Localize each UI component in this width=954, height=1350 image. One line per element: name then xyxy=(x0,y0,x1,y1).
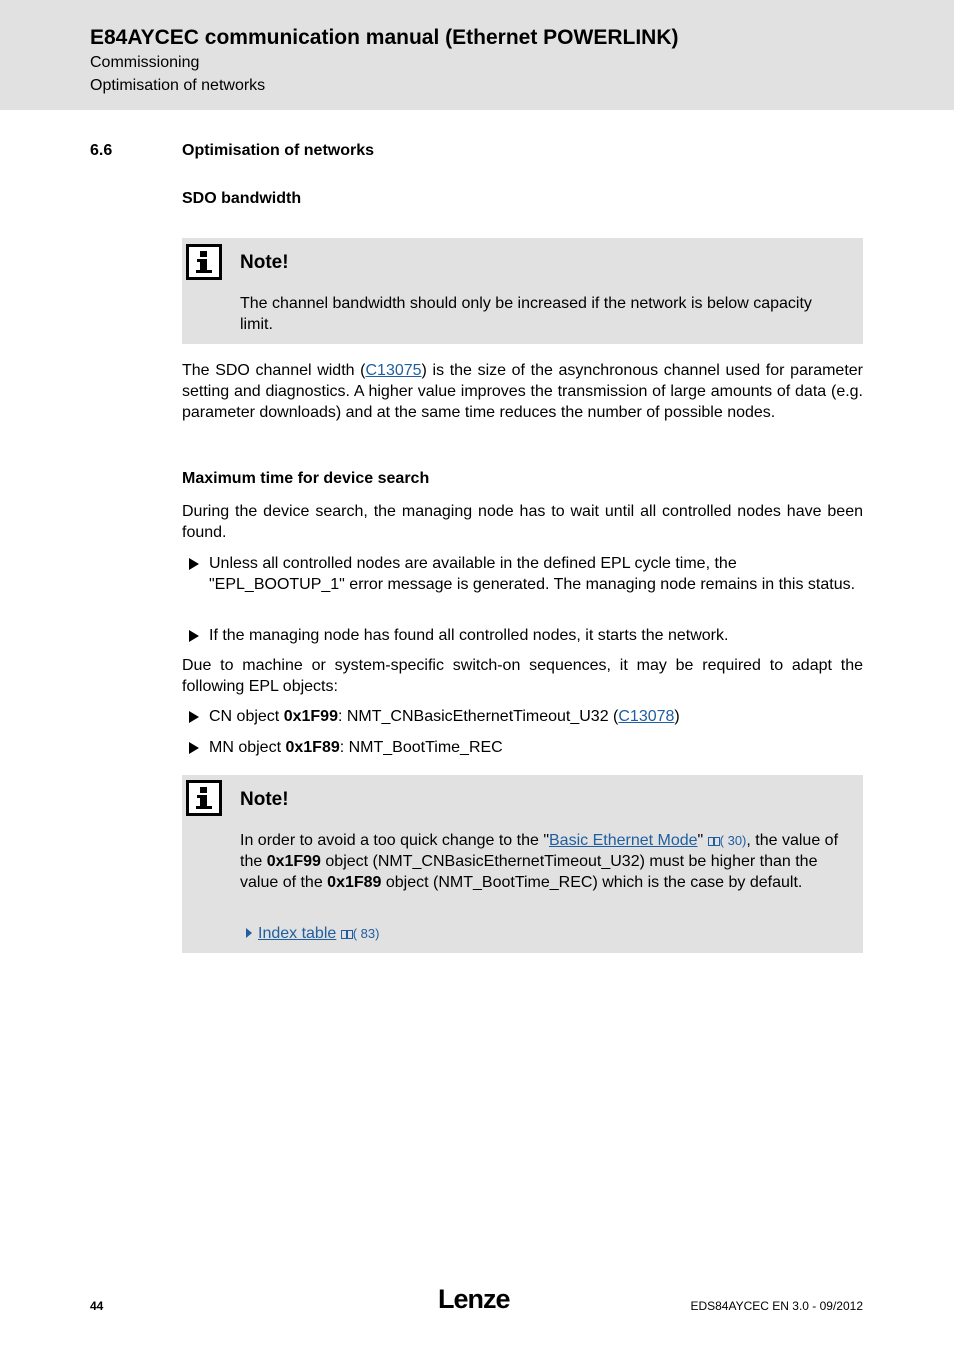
sdo-paragraph: The SDO channel width (C13075) is the size of the asynchronous channel used for parameter setting and diagnostics. A higher value improves the transmission of large amounts of data (e.g. parameter downloads) and at the same time reduces the number of possible nodes. xyxy=(182,362,863,421)
book-icon xyxy=(341,926,353,941)
info-icon xyxy=(186,244,222,280)
breadcrumb-chapter: Commissioning xyxy=(90,54,200,71)
page-number: 44 xyxy=(90,1299,104,1313)
epl-objects-paragraph: Due to machine or system-specific switch-on sequences, it may be required to adapt the following EPL objects: xyxy=(182,657,863,695)
page-reference[interactable]: ( 83) xyxy=(341,926,380,941)
note-text: In order to avoid a too quick change to the "Basic Ethernet Mode" ( 30), the value of the 0x1F99 object (NMT_CNBasicEthernetTimeout_U32) must be higher than the value of the 0x1F89 object (NMT_BootTime_REC) which is the case by default. xyxy=(240,832,839,891)
document-title: E84AYCEC communication manual (Ethernet POWERLINK) xyxy=(90,26,679,49)
bullet-arrow-icon xyxy=(189,558,199,570)
note-title: Note! xyxy=(240,789,289,810)
document-id: EDS84AYCEC EN 3.0 - 09/2012 xyxy=(690,1299,863,1313)
sdo-heading: SDO bandwidth xyxy=(182,190,302,207)
list-item-mn-object: MN object 0x1F89: NMT_BootTime_REC xyxy=(182,737,863,758)
lenze-logo: Lenze xyxy=(438,1284,510,1314)
section-number: 6.6 xyxy=(90,142,113,159)
note-box-sdo xyxy=(182,238,863,344)
link-arrow-icon xyxy=(246,928,252,938)
basic-ethernet-mode-link[interactable]: Basic Ethernet Mode xyxy=(549,832,698,849)
section-title: Optimisation of networks xyxy=(182,142,375,159)
page-header xyxy=(0,0,954,110)
note-title: Note! xyxy=(240,252,289,273)
list-item-cn-object: CN object 0x1F99: NMT_CNBasicEthernetTimeout_U32 (C13078) xyxy=(182,706,863,727)
list-item: Unless all controlled nodes are available in the defined EPL cycle time, the "EPL_BOOTUP_1" error message is generated. The managing node remains in this status. xyxy=(182,553,863,595)
note-text: The channel bandwidth should only be increased if the network is below capacity limit. xyxy=(240,295,812,333)
page-reference[interactable]: ( 30) xyxy=(708,833,747,848)
parameter-link-c13078[interactable]: C13078 xyxy=(618,708,675,725)
breadcrumb-section: Optimisation of networks xyxy=(90,77,266,94)
bullet-arrow-icon xyxy=(189,630,199,642)
device-search-paragraph: During the device search, the managing node has to wait until all controlled nodes have been found. xyxy=(182,503,863,541)
list-item: If the managing node has found all controlled nodes, it starts the network. xyxy=(182,625,863,646)
info-icon xyxy=(186,780,222,816)
device-search-heading: Maximum time for device search xyxy=(182,470,430,487)
book-icon xyxy=(708,833,720,848)
parameter-link-c13075[interactable]: C13075 xyxy=(365,362,422,379)
index-table-link[interactable]: Index table xyxy=(258,925,337,942)
note-box-timeout xyxy=(182,775,863,953)
bullet-arrow-icon xyxy=(189,742,199,754)
index-table-reference xyxy=(246,925,379,943)
bullet-arrow-icon xyxy=(189,711,199,723)
